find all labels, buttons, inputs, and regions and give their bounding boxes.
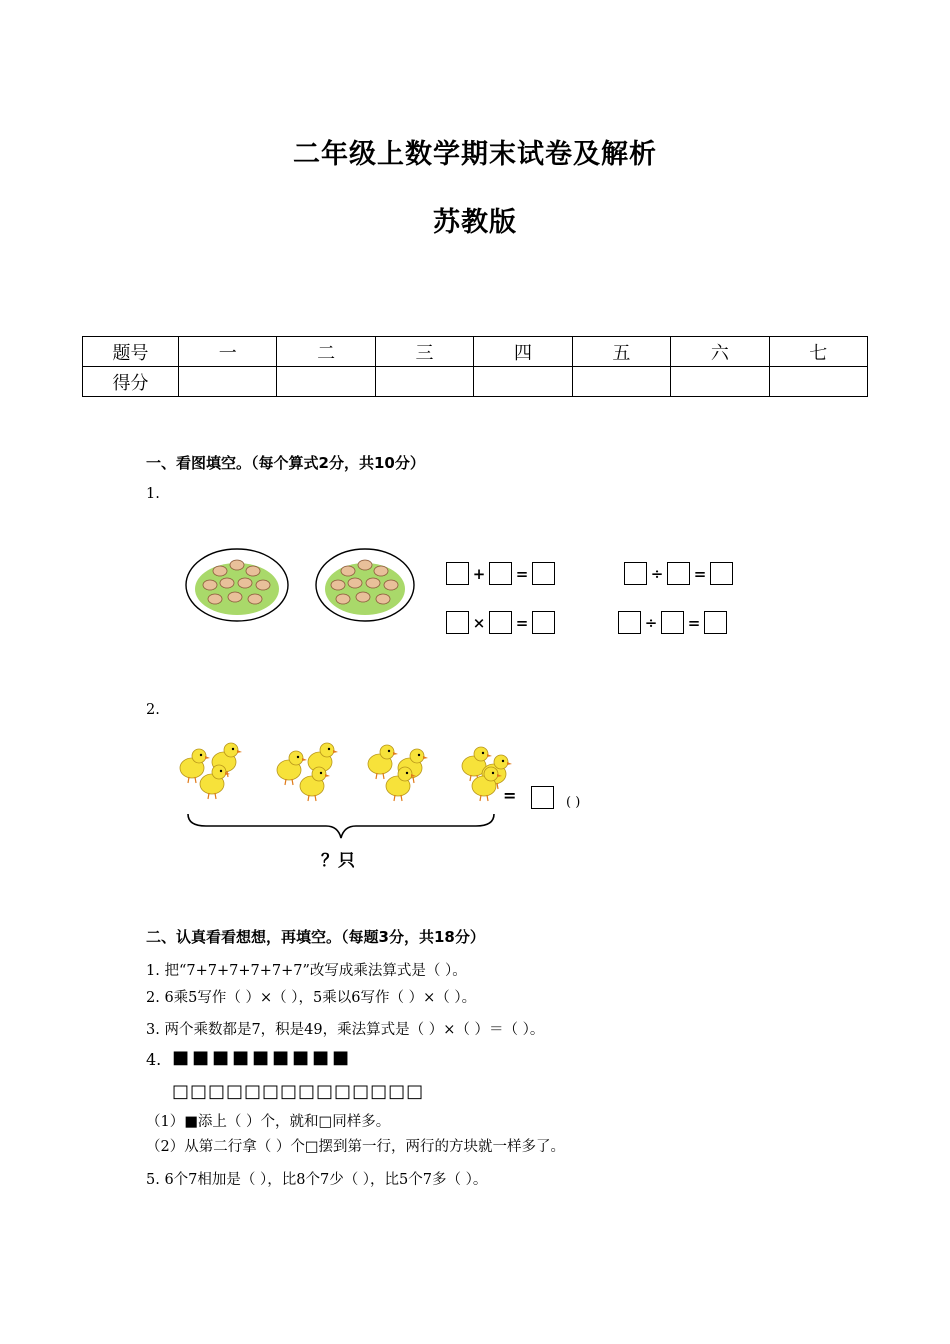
score-col-3: 三	[375, 337, 473, 367]
answer-box[interactable]	[667, 562, 690, 585]
section2-question-4-part-2: （2）从第二行拿（ ）个□摆到第一行，两行的方块就一样多了。	[146, 1139, 566, 1155]
answer-box[interactable]	[532, 611, 555, 634]
score-table-row-label: 得分	[83, 367, 179, 397]
mushroom-plate-right	[316, 549, 414, 621]
answer-box[interactable]	[661, 611, 684, 634]
score-table-header-row	[83, 337, 868, 367]
equals-sign: =	[693, 564, 707, 583]
page-title: 二年级上数学期末试卷及解析	[293, 139, 657, 170]
answer-box[interactable]	[446, 611, 469, 634]
chicks-illustration	[172, 738, 517, 803]
score-cell[interactable]	[277, 367, 375, 397]
filled-squares-row: ■■■■■■■■■	[172, 1047, 353, 1068]
section2-question-3: 3. 两个乘数都是7，积是49，乘法算式是（ ）×（ ）＝（ ）。	[146, 1022, 545, 1038]
mushroom-plate-left	[186, 549, 288, 621]
unit-parentheses[interactable]: ( )	[566, 795, 581, 810]
equals-sign: =	[503, 786, 517, 805]
score-col-2: 二	[277, 337, 375, 367]
equation-division-2	[618, 611, 727, 634]
question-number: 4.	[146, 1050, 162, 1069]
plus-sign: +	[472, 564, 486, 583]
score-col-6: 六	[671, 337, 769, 367]
page-subtitle: 苏教版	[433, 207, 517, 238]
score-col-4: 四	[474, 337, 572, 367]
equals-sign: =	[687, 613, 701, 632]
equation-division	[624, 562, 733, 585]
divide-sign: ÷	[644, 613, 658, 632]
score-col-5: 五	[572, 337, 670, 367]
score-cell[interactable]	[671, 367, 769, 397]
section2-heading: 二、认真看看想想，再填空。（每题3分，共18分）	[146, 928, 485, 946]
equation-multiplication	[446, 611, 555, 634]
section1-heading: 一、看图填空。（每个算式2分，共10分）	[146, 454, 425, 472]
answer-box[interactable]	[446, 562, 469, 585]
answer-box[interactable]	[489, 562, 512, 585]
question-number: 1.	[146, 486, 160, 502]
question-number: 2.	[146, 702, 160, 718]
equals-sign: =	[515, 613, 529, 632]
divide-sign: ÷	[650, 564, 664, 583]
section2-question-5: 5. 6个7相加是（ ），比8个7少（ ），比5个7多（ ）。	[146, 1172, 488, 1188]
answer-box[interactable]	[624, 562, 647, 585]
score-cell[interactable]	[572, 367, 670, 397]
score-table-score-row	[83, 367, 868, 397]
score-table	[82, 336, 868, 397]
times-sign: ×	[472, 613, 486, 632]
score-cell[interactable]	[375, 367, 473, 397]
answer-box[interactable]	[704, 611, 727, 634]
answer-box[interactable]	[710, 562, 733, 585]
score-cell[interactable]	[769, 367, 867, 397]
score-table-row-label: 题号	[83, 337, 179, 367]
score-col-7: 七	[769, 337, 867, 367]
score-cell[interactable]	[179, 367, 277, 397]
chick-group-3	[368, 745, 428, 801]
answer-box[interactable]	[532, 562, 555, 585]
curly-brace	[186, 812, 496, 840]
answer-box[interactable]	[489, 611, 512, 634]
empty-squares-row: □□□□□□□□□□□□□□	[172, 1081, 425, 1102]
section2-question-4-part-1: （1）■添上（ ）个，就和□同样多。	[146, 1114, 391, 1130]
equals-sign: =	[515, 564, 529, 583]
chick-group-2	[277, 743, 338, 801]
score-cell[interactable]	[474, 367, 572, 397]
section2-question-1: 1. 把“7+7+7+7+7+7”改写成乘法算式是（ ）。	[146, 963, 467, 979]
mushroom-plates-illustration	[185, 545, 415, 625]
question-mark-label: ？只	[321, 851, 355, 871]
answer-box[interactable]	[618, 611, 641, 634]
score-col-1: 一	[179, 337, 277, 367]
answer-box[interactable]	[531, 786, 554, 809]
chick-group-1	[180, 743, 242, 799]
section2-question-2: 2. 6乘5写作（ ）×（ ），5乘以6写作（ ）×（ ）。	[146, 990, 477, 1006]
equation-addition	[446, 562, 555, 585]
